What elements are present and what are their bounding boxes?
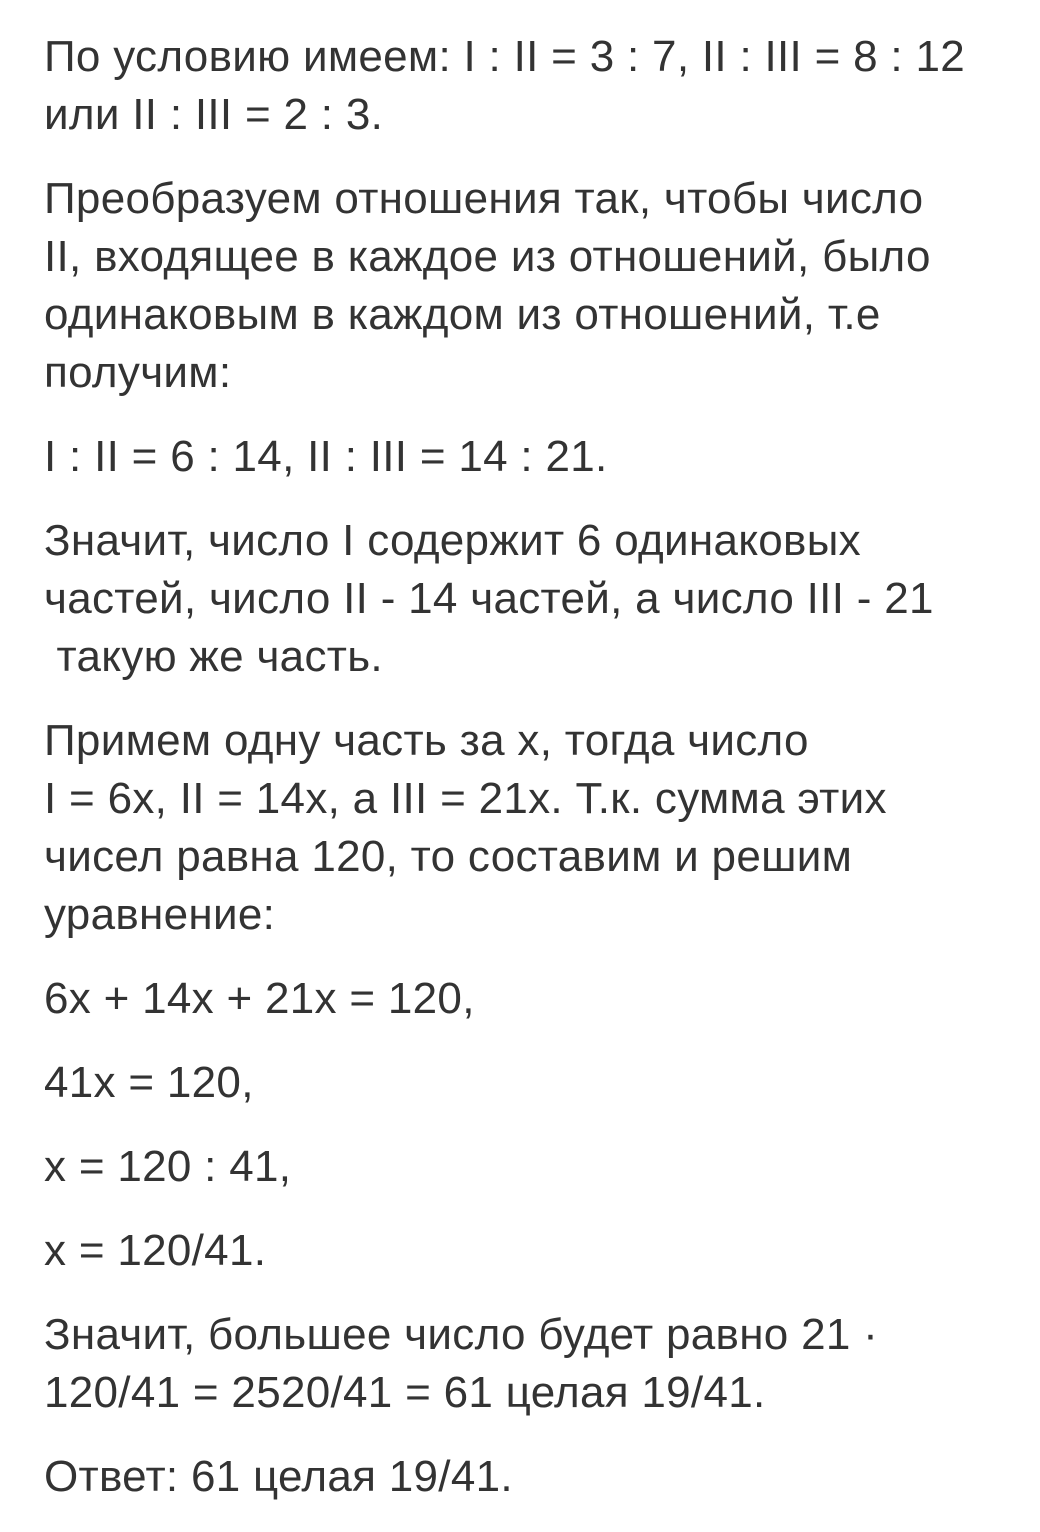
solution-text xyxy=(44,28,1034,1532)
equation-line xyxy=(44,1138,1034,1196)
text-line: I : II = 6 : 14, II : III = 14 : 21. xyxy=(44,432,608,481)
paragraph-variable xyxy=(44,712,1034,944)
answer-line xyxy=(44,1448,1034,1506)
text-line: I = 6x, II = 14x, а III = 21x. Т.к. сумма этих xyxy=(44,774,887,823)
text-line: Ответ: 61 целая 19/41. xyxy=(44,1452,513,1501)
text-line: одинаковым в каждом из отношений, т.е xyxy=(44,290,881,339)
text-line: 41x = 120, xyxy=(44,1058,254,1107)
text-line: 6x + 14x + 21x = 120, xyxy=(44,974,475,1023)
text-line: частей, число II - 14 частей, а число III - 21 xyxy=(44,574,934,623)
text-line: x = 120/41. xyxy=(44,1226,267,1275)
equation-line xyxy=(44,970,1034,1028)
text-line: уравнение: xyxy=(44,890,276,939)
equation-line xyxy=(44,1054,1034,1112)
text-line: или II : III = 2 : 3. xyxy=(44,90,384,139)
text-line: получим: xyxy=(44,348,232,397)
text-line: II, входящее в каждое из отношений, было xyxy=(44,232,931,281)
paragraph-transform xyxy=(44,170,1034,402)
paragraph-parts xyxy=(44,512,1034,686)
text-line: Значит, большее число будет равно 21 · xyxy=(44,1310,879,1359)
text-line: чисел равна 120, то составим и решим xyxy=(44,832,853,881)
equation-line xyxy=(44,1222,1034,1280)
paragraph-condition xyxy=(44,28,1034,144)
text-line: Значит, число I содержит 6 одинаковых xyxy=(44,516,861,565)
text-line: 120/41 = 2520/41 = 61 целая 19/41. xyxy=(44,1368,766,1417)
text-line: Примем одну часть за x, тогда число xyxy=(44,716,809,765)
text-line: По условию имеем: I : II = 3 : 7, II : III = 8 : 12 xyxy=(44,32,965,81)
text-line: такую же часть. xyxy=(44,632,383,681)
text-line: x = 120 : 41, xyxy=(44,1142,292,1191)
text-line: Преобразуем отношения так, чтобы число xyxy=(44,174,924,223)
paragraph-result xyxy=(44,1306,1034,1422)
paragraph-ratios xyxy=(44,428,1034,486)
